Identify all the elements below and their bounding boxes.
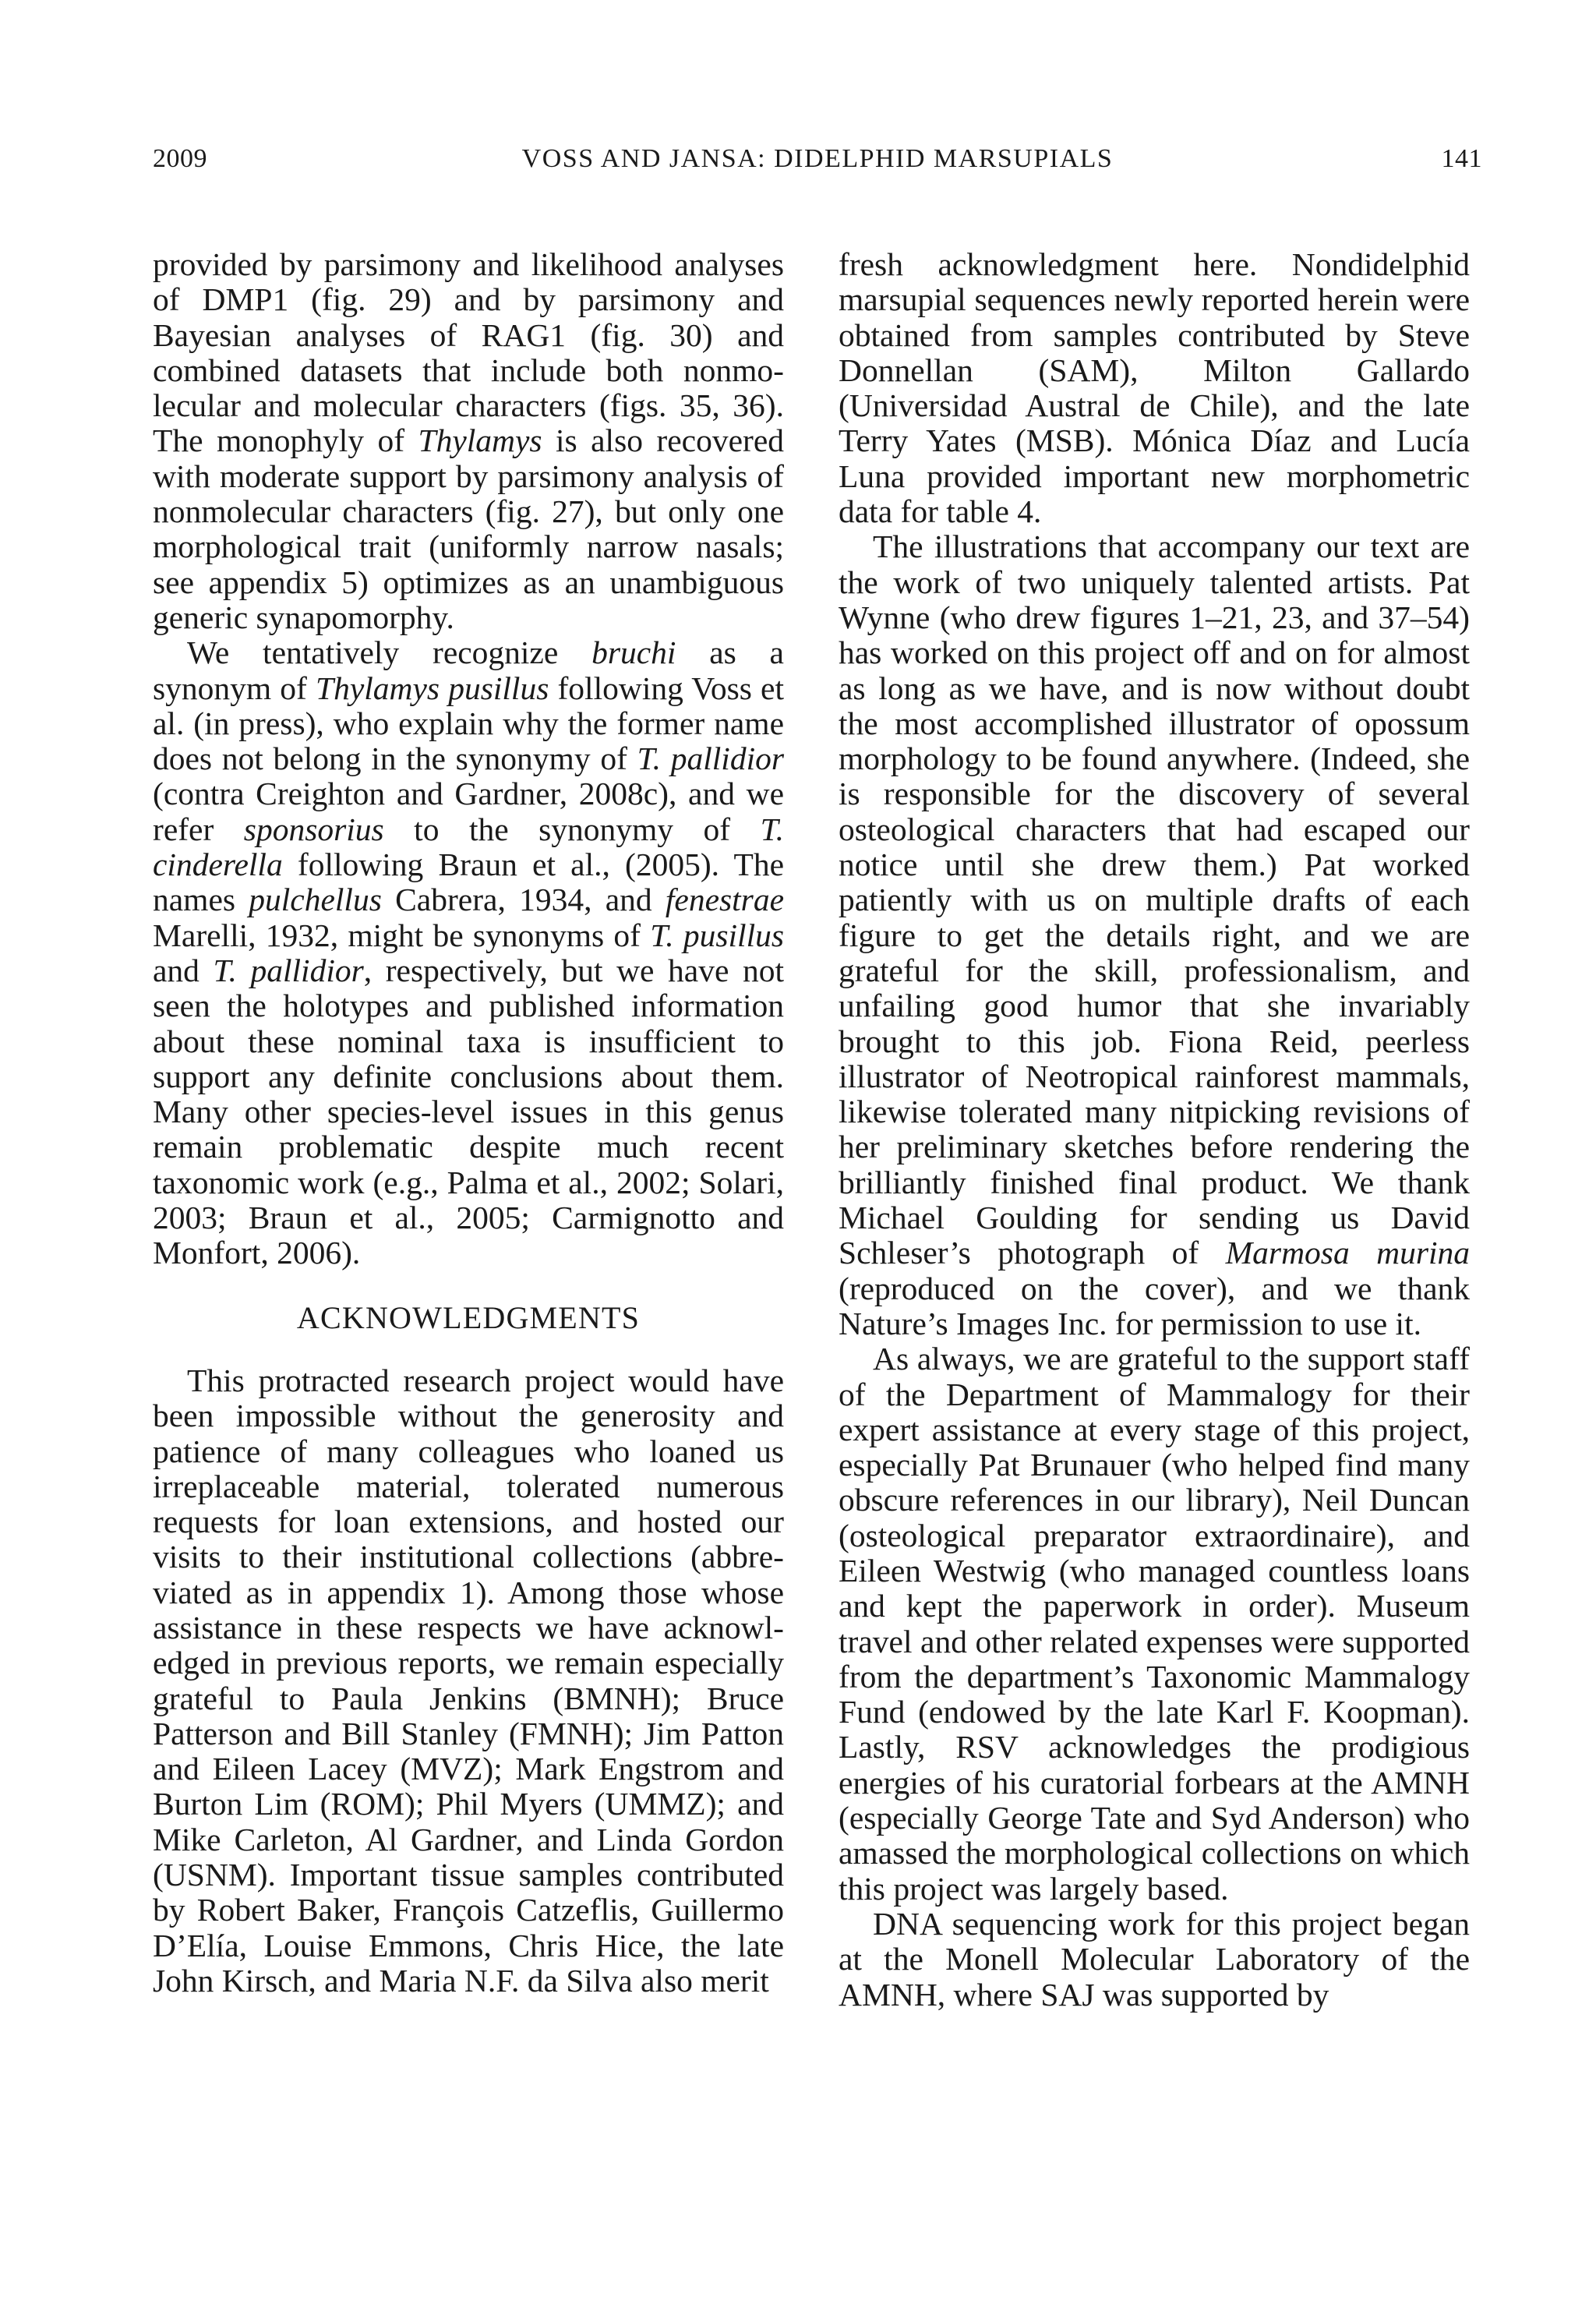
- paragraph-acknowledgments-colleagues: This protracted research project would have been impossible without the generosity and patience of many colleagues who loaned us irreplaceable material, tolerated numerous requests for loan extensions, and hosted our visits to their institutional collections (abbreviated as in appendix 1). Among those whose assistance in these respects we have acknowledged in previous reports, we remain especially grateful to Paula Jenkins (BMNH); Bruce Patterson and Bill Stanley (FMNH); Jim Patton and Eileen Lacey (MVZ); Mark Engstrom and Burton Lim (ROM); Phil Myers (UMMZ); and Mike Carleton, Al Gardner, and Linda Gordon (USNM). Important tissue samples contributed by Robert Baker, François Catzeflis, Guillermo D’Elía, Louise Emmons, Chris Hice, the late John Kirsch, and Maria N.F. da Silva also merit: [153, 1362, 784, 1999]
- header-year: 2009: [153, 144, 207, 173]
- section-heading-acknowledgments: ACKNOWLEDGMENTS: [296, 1299, 641, 1335]
- page-number: 141: [1441, 144, 1482, 173]
- left-column: [153, 247, 784, 1999]
- paragraph-thylamys-synonymy: We tentatively recognize bruchi as a synonym of Thylamys pusillus following Voss et al. (in press), who explain why the former name does not belong in the synonymy of T. pallidior (contra Creighton and Gardner, 2008c), and we refer sponsorius to the synonymy of T. cinderella following Braun et al., (2005). The names pulchellus Cabrera, 1934, and fenestrae Marelli, 1932, might be synonyms of T. pusillus and T. pallidior, respectively, but we have not seen the holotypes and published information about these nominal taxa is insufficient to support any definite conclusions about them. Many other species-level issues in this genus remain problematic despite much recent taxonomic work (e.g., Palma et al., 2002; Solari, 2003; Braun et al., 2005; Carmignotto and Monfort, 2006).: [153, 634, 785, 1271]
- paragraph-department-staff: As always, we are grateful to the support staff of the Department of Mammalogy for their expert assistance at every stage of this project, especially Pat Brunauer (who helped find many obscure references in our library), Neil Duncan (osteological preparator extraordinaire), and Eileen Westwig (who managed countless loans and kept the paperwork in order). Museum travel and other related expenses were supported from the department’s Taxonomic Mammalogy Fund (endowed by the late Karl F. Koopman). Lastly, RSV acknowledges the prodigious energies of his curatorial forbears at the AMNH (especially George Tate and Syd Anderson) who amassed the morphological collections on which this project was largely based.: [839, 1341, 1470, 1907]
- paragraph-thylamys-monophyly: provided by parsimony and likelihood analyses of DMP1 (fig. 29) and by parsimony and Bayesian analyses of RAG1 (fig. 30) and combined datasets that include both nonmolecular and molecular characters (figs. 35, 36). The monophyly of Thylamys is also recovered with moderate support by parsimony analysis of nonmolecular characters (fig. 27), but only one morphological trait (uniformly narrow nasals; see appendix 5) optimizes as an unambiguous generic synapomorphy.: [153, 246, 784, 635]
- right-column: [839, 247, 1470, 2013]
- header-title: VOSS AND JANSA: DIDELPHID MARSUPIALS: [521, 144, 1114, 173]
- paragraph-dna-sequencing: DNA sequencing work for this project began at the Monell Molecular Laboratory of the AMNH, where SAJ was supported by: [839, 1905, 1470, 2013]
- paragraph-illustrators: The illustrations that accompany our text are the work of two uniquely talented artists. Pat Wynne (who drew figures 1–21, 23, and 37–54) has worked on this project off and on for almost as long as we have, and is now without doubt the most accomplished illustrator of opossum morphology to be found anywhere. (Indeed, she is responsible for the discovery of several osteological characters that had escaped our notice until she drew them.) Pat worked patiently with us on multiple drafts of each figure to get the details right, and we are grateful for the skill, professionalism, and unfailing good humor that she invariably brought to this job. Fiona Reid, peerless illustrator of Neotropical rainforest mammals, likewise tolerated many nitpicking revisions of her preliminary sketches before rendering the brilliantly finished final product. We thank Michael Goulding for sending us David Schleser’s photograph of Marmosa murina (reproduced on the cover), and we thank Nature’s Images Inc. for permission to use it.: [839, 528, 1470, 1341]
- paragraph-sequence-contributors: fresh acknowledgment here. Nondidelphid marsupial sequences newly reported herein were obtained from samples contributed by Steve Donnellan (SAM), Milton Gallardo (Universidad Austral de Chile), and the late Terry Yates (MSB). Mónica Díaz and Lucía Luna provided important new morphometric data for table 4.: [839, 246, 1470, 530]
